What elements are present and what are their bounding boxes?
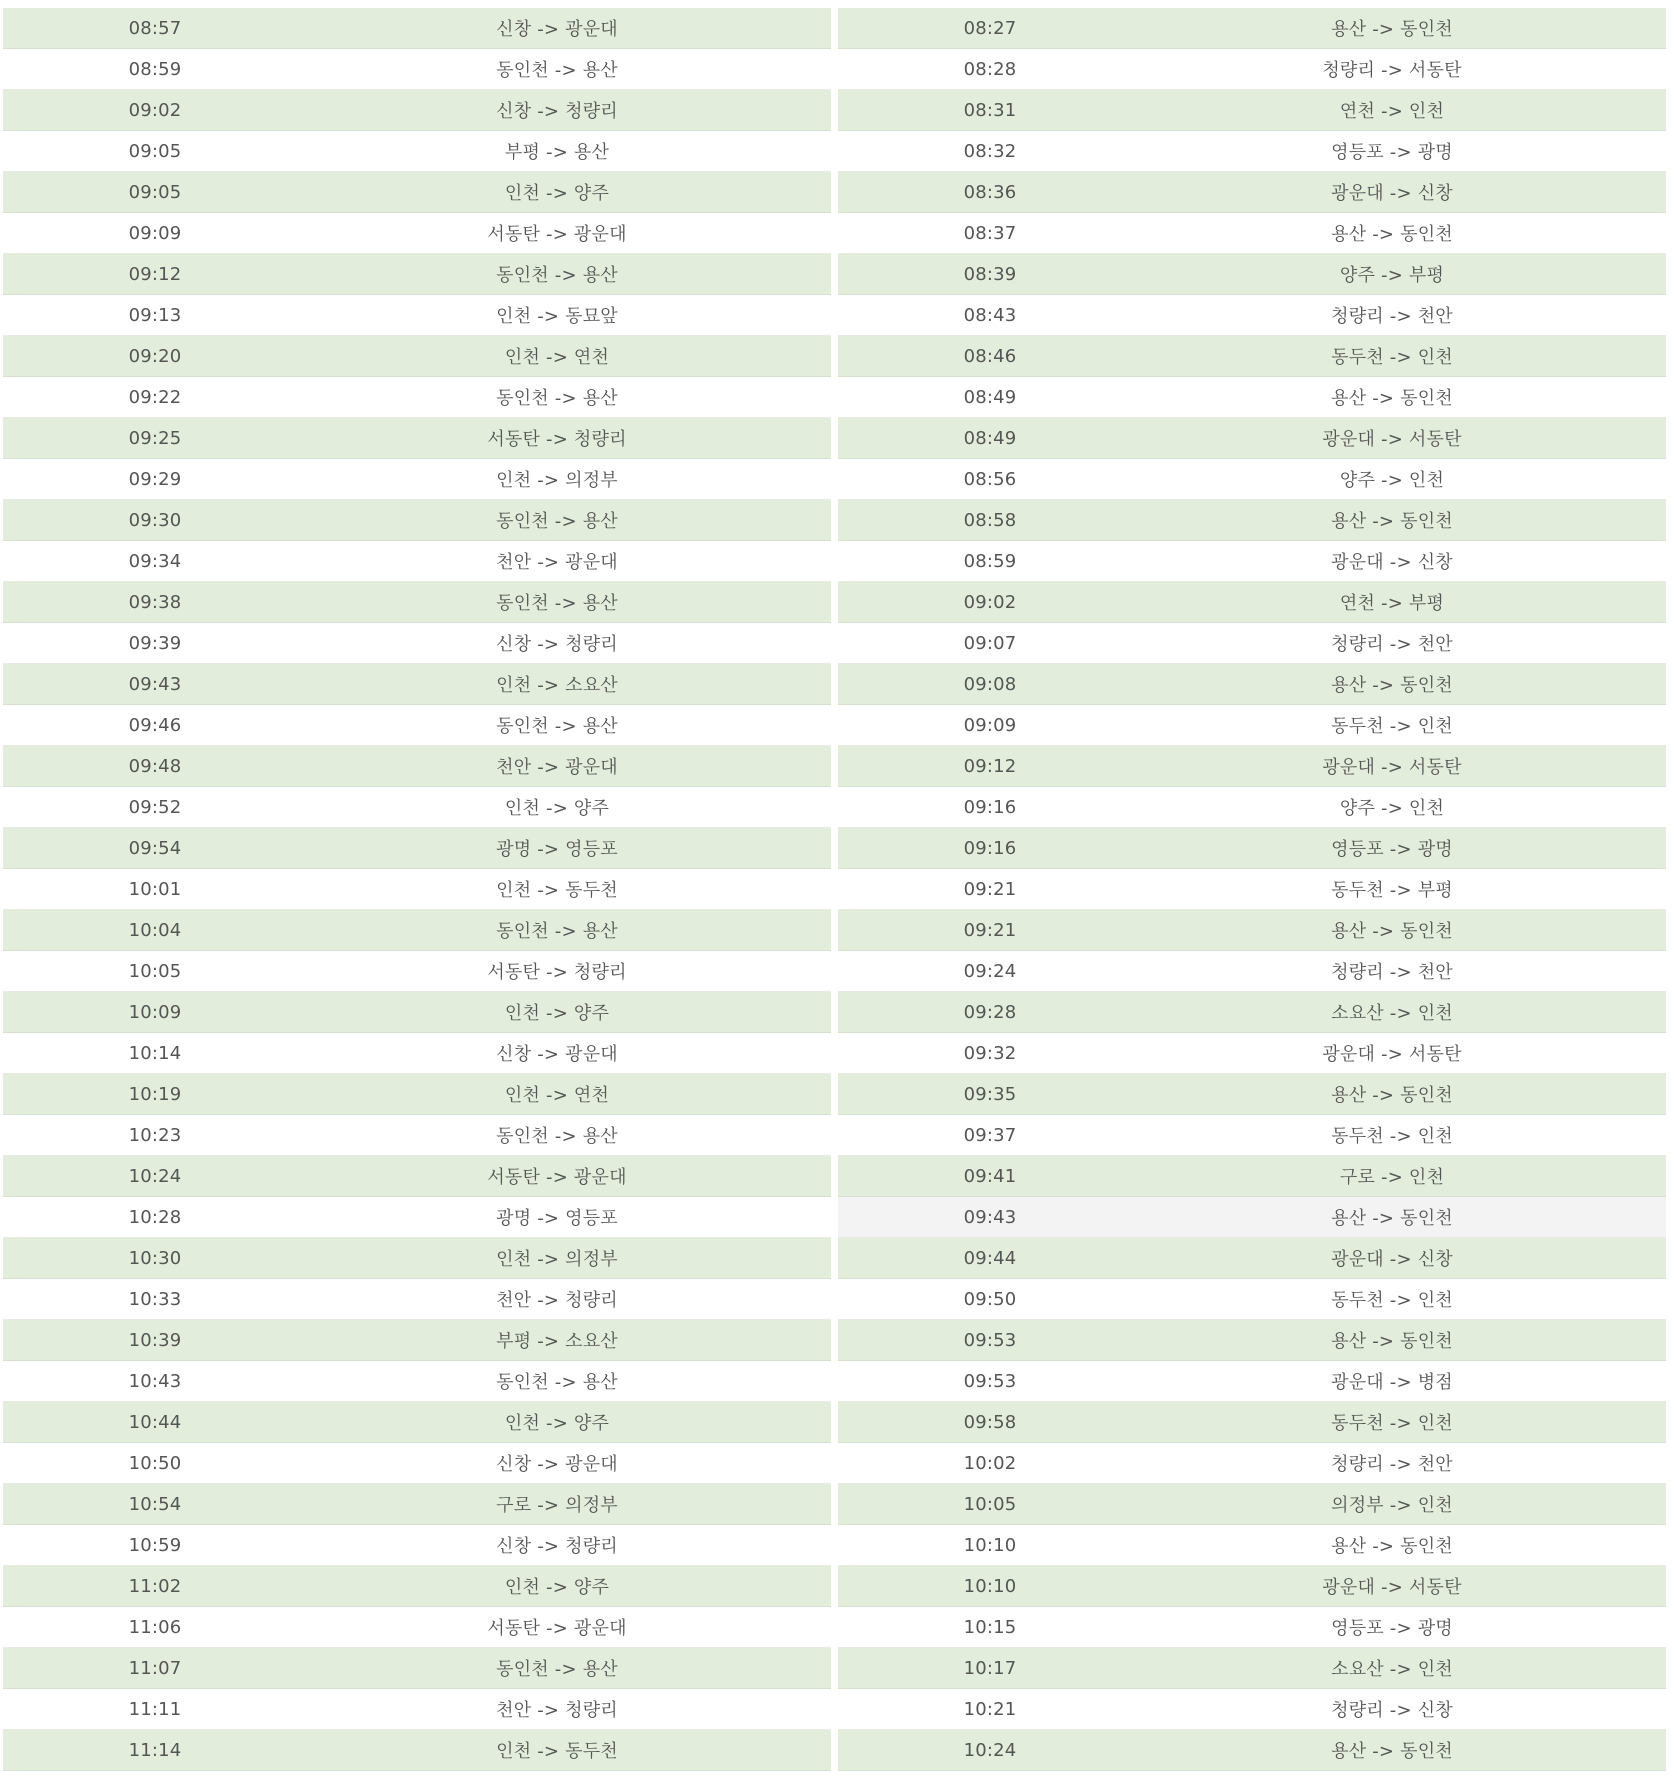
timetable-row-left[interactable] xyxy=(3,1156,831,1197)
timetable-column-left xyxy=(3,8,831,1780)
departure-time: 09:16 xyxy=(963,837,1017,859)
departure-time: 09:54 xyxy=(128,837,182,859)
train-route: 용산 -> 동인천 xyxy=(1331,19,1453,40)
timetable-row-left[interactable] xyxy=(3,90,831,131)
train-route: 용산 -> 동인천 xyxy=(1331,1085,1453,1106)
train-route: 동인천 -> 용산 xyxy=(496,1659,618,1680)
timetable-row-left[interactable] xyxy=(3,1607,831,1648)
timetable-row-right[interactable] xyxy=(838,1279,1666,1320)
departure-time: 09:09 xyxy=(963,714,1017,736)
timetable-row-right[interactable] xyxy=(838,1443,1666,1484)
departure-time: 10:24 xyxy=(963,1739,1017,1761)
departure-time: 10:05 xyxy=(128,960,182,982)
train-route: 구로 -> 인천 xyxy=(1339,1167,1445,1188)
timetable-row-right[interactable] xyxy=(838,1238,1666,1279)
timetable-row-right[interactable] xyxy=(838,500,1666,541)
train-route: 동인천 -> 용산 xyxy=(496,60,618,81)
timetable-row-left[interactable] xyxy=(3,1279,831,1320)
train-route: 연천 -> 인천 xyxy=(1339,101,1445,122)
departure-time: 10:39 xyxy=(128,1329,182,1351)
departure-time: 08:49 xyxy=(963,386,1017,408)
timetable-row-left[interactable] xyxy=(3,828,831,869)
departure-time: 11:02 xyxy=(128,1575,182,1597)
train-route: 용산 -> 동인천 xyxy=(1331,921,1453,942)
train-route: 광명 -> 영등포 xyxy=(496,1208,618,1229)
departure-time: 09:44 xyxy=(963,1247,1017,1269)
timetable-row-right[interactable] xyxy=(838,1607,1666,1648)
departure-time: 08:49 xyxy=(963,427,1017,449)
timetable-row-left[interactable] xyxy=(3,869,831,910)
timetable-row-right[interactable] xyxy=(838,910,1666,951)
train-route: 연천 -> 부평 xyxy=(1339,593,1445,614)
timetable-row-right[interactable] xyxy=(838,951,1666,992)
timetable-row-left[interactable] xyxy=(3,1730,831,1771)
departure-time: 08:56 xyxy=(963,468,1017,490)
departure-time: 10:43 xyxy=(128,1370,182,1392)
train-route: 용산 -> 동인천 xyxy=(1331,1331,1453,1352)
departure-time: 09:32 xyxy=(963,1042,1017,1064)
departure-time: 09:25 xyxy=(128,427,182,449)
timetable-row-left[interactable] xyxy=(3,1689,831,1730)
train-route: 인천 -> 양주 xyxy=(504,1003,610,1024)
train-route: 용산 -> 동인천 xyxy=(1331,511,1453,532)
train-route: 청량리 -> 천안 xyxy=(1331,962,1453,983)
train-route: 동인천 -> 용산 xyxy=(496,716,618,737)
timetable-row-right[interactable] xyxy=(838,787,1666,828)
train-route: 청량리 -> 천안 xyxy=(1331,634,1453,655)
departure-time: 09:21 xyxy=(963,878,1017,900)
departure-time: 08:28 xyxy=(963,58,1017,80)
timetable-row-right[interactable] xyxy=(838,1730,1666,1771)
train-route: 동인천 -> 용산 xyxy=(496,511,618,532)
train-route: 영등포 -> 광명 xyxy=(1331,142,1453,163)
departure-time: 09:50 xyxy=(963,1288,1017,1310)
departure-time: 09:58 xyxy=(963,1411,1017,1433)
train-route: 인천 -> 의정부 xyxy=(496,470,618,491)
departure-time: 08:46 xyxy=(963,345,1017,367)
train-route: 광운대 -> 서동탄 xyxy=(1322,757,1462,778)
train-route: 동두천 -> 인천 xyxy=(1331,1126,1453,1147)
timetable-row-left[interactable] xyxy=(3,8,831,49)
departure-time: 10:09 xyxy=(128,1001,182,1023)
train-route: 동두천 -> 인천 xyxy=(1331,716,1453,737)
departure-time: 09:22 xyxy=(128,386,182,408)
timetable-row-left[interactable] xyxy=(3,500,831,541)
timetable-row-right[interactable] xyxy=(838,295,1666,336)
departure-time: 09:41 xyxy=(963,1165,1017,1187)
timetable-row-right[interactable] xyxy=(838,1402,1666,1443)
departure-time: 09:38 xyxy=(128,591,182,613)
departure-time: 10:44 xyxy=(128,1411,182,1433)
timetable-row-left[interactable] xyxy=(3,541,831,582)
timetable-row-left[interactable] xyxy=(3,746,831,787)
departure-time: 09:30 xyxy=(128,509,182,531)
timetable-row-left[interactable] xyxy=(3,623,831,664)
departure-time: 10:17 xyxy=(963,1657,1017,1679)
timetable-row-right[interactable] xyxy=(838,336,1666,377)
timetable-row-left[interactable] xyxy=(3,1648,831,1689)
departure-time: 09:02 xyxy=(128,99,182,121)
departure-time: 08:59 xyxy=(128,58,182,80)
timetable-row-right[interactable] xyxy=(838,8,1666,49)
departure-time: 10:15 xyxy=(963,1616,1017,1638)
departure-time: 11:07 xyxy=(128,1657,182,1679)
departure-time: 10:23 xyxy=(128,1124,182,1146)
departure-time: 09:05 xyxy=(128,140,182,162)
timetable-row-left[interactable] xyxy=(3,1361,831,1402)
departure-time: 08:39 xyxy=(963,263,1017,285)
departure-time: 09:16 xyxy=(963,796,1017,818)
departure-time: 09:43 xyxy=(128,673,182,695)
timetable-row-left[interactable] xyxy=(3,1197,831,1238)
train-route: 서동탄 -> 광운대 xyxy=(487,1618,627,1639)
train-route: 동두천 -> 인천 xyxy=(1331,1290,1453,1311)
train-route: 인천 -> 연천 xyxy=(504,1085,610,1106)
train-route: 인천 -> 양주 xyxy=(504,798,610,819)
train-route: 동인천 -> 용산 xyxy=(496,593,618,614)
train-route: 광운대 -> 신창 xyxy=(1331,183,1453,204)
departure-time: 09:05 xyxy=(128,181,182,203)
timetable-row-left[interactable] xyxy=(3,1115,831,1156)
timetable-row-left[interactable] xyxy=(3,1320,831,1361)
departure-time: 08:27 xyxy=(963,17,1017,39)
timetable-row-right[interactable] xyxy=(838,254,1666,295)
departure-time: 09:43 xyxy=(963,1206,1017,1228)
train-route: 인천 -> 양주 xyxy=(504,1413,610,1434)
timetable-row-left[interactable] xyxy=(3,1402,831,1443)
train-route: 동두천 -> 인천 xyxy=(1331,347,1453,368)
departure-time: 08:58 xyxy=(963,509,1017,531)
train-route: 부평 -> 용산 xyxy=(504,142,610,163)
train-route: 광운대 -> 병점 xyxy=(1331,1372,1453,1393)
departure-time: 08:36 xyxy=(963,181,1017,203)
timetable-row-left[interactable] xyxy=(3,213,831,254)
train-route: 양주 -> 부평 xyxy=(1339,265,1445,286)
train-route: 부평 -> 소요산 xyxy=(496,1331,618,1352)
departure-time: 09:29 xyxy=(128,468,182,490)
train-route: 용산 -> 동인천 xyxy=(1331,1536,1453,1557)
timetable-row-right[interactable] xyxy=(838,49,1666,90)
timetable-row-right[interactable] xyxy=(838,541,1666,582)
train-route: 인천 -> 양주 xyxy=(504,1577,610,1598)
train-route: 동두천 -> 인천 xyxy=(1331,1413,1453,1434)
timetable-row-right[interactable] xyxy=(838,377,1666,418)
departure-time: 09:13 xyxy=(128,304,182,326)
departure-time: 10:54 xyxy=(128,1493,182,1515)
train-route: 동두천 -> 부평 xyxy=(1331,880,1453,901)
departure-time: 09:53 xyxy=(963,1329,1017,1351)
departure-time: 10:05 xyxy=(963,1493,1017,1515)
departure-time: 09:12 xyxy=(128,263,182,285)
train-route: 신창 -> 청량리 xyxy=(496,1536,618,1557)
departure-time: 10:21 xyxy=(963,1698,1017,1720)
timetable-row-right[interactable] xyxy=(838,172,1666,213)
departure-time: 10:19 xyxy=(128,1083,182,1105)
train-route: 용산 -> 동인천 xyxy=(1331,1741,1453,1762)
departure-time: 09:37 xyxy=(963,1124,1017,1146)
departure-time: 09:39 xyxy=(128,632,182,654)
train-route: 서동탄 -> 청량리 xyxy=(487,962,627,983)
timetable-row-right[interactable] xyxy=(838,869,1666,910)
train-route: 용산 -> 동인천 xyxy=(1331,388,1453,409)
departure-time: 09:07 xyxy=(963,632,1017,654)
timetable-row-left[interactable] xyxy=(3,1566,831,1607)
timetable-row-left[interactable] xyxy=(3,172,831,213)
timetable-row-left[interactable] xyxy=(3,1033,831,1074)
timetable-row-left[interactable] xyxy=(3,787,831,828)
departure-time: 08:37 xyxy=(963,222,1017,244)
timetable-row-right[interactable] xyxy=(838,1484,1666,1525)
train-route: 영등포 -> 광명 xyxy=(1331,1618,1453,1639)
timetable-row-left[interactable] xyxy=(3,49,831,90)
departure-time: 09:53 xyxy=(963,1370,1017,1392)
train-route: 동인천 -> 용산 xyxy=(496,1372,618,1393)
timetable-row-right[interactable] xyxy=(838,418,1666,459)
train-route: 인천 -> 동두천 xyxy=(496,1741,618,1762)
timetable-column-right xyxy=(838,8,1666,1780)
departure-time: 10:30 xyxy=(128,1247,182,1269)
train-route: 신창 -> 청량리 xyxy=(496,101,618,122)
departure-time: 10:10 xyxy=(963,1534,1017,1556)
train-route: 천안 -> 광운대 xyxy=(496,552,618,573)
timetable-row-left[interactable] xyxy=(3,377,831,418)
timetable-row-right[interactable] xyxy=(838,1361,1666,1402)
departure-time: 10:01 xyxy=(128,878,182,900)
departure-time: 09:21 xyxy=(963,919,1017,941)
train-route: 신창 -> 청량리 xyxy=(496,634,618,655)
departure-time: 10:28 xyxy=(128,1206,182,1228)
timetable-row-left[interactable] xyxy=(3,1484,831,1525)
timetable-row-right[interactable] xyxy=(838,992,1666,1033)
departure-time: 09:46 xyxy=(128,714,182,736)
timetable-row-left[interactable] xyxy=(3,459,831,500)
timetable-row-left[interactable] xyxy=(3,910,831,951)
train-route: 인천 -> 양주 xyxy=(504,183,610,204)
timetable-row-right[interactable] xyxy=(838,582,1666,623)
departure-time: 09:34 xyxy=(128,550,182,572)
train-route: 신창 -> 광운대 xyxy=(496,1454,618,1475)
timetable-row-right[interactable] xyxy=(838,746,1666,787)
timetable-row-right[interactable] xyxy=(838,1033,1666,1074)
departure-time: 10:59 xyxy=(128,1534,182,1556)
departure-time: 11:06 xyxy=(128,1616,182,1638)
departure-time: 08:57 xyxy=(128,17,182,39)
timetable-row-left[interactable] xyxy=(3,1074,831,1115)
train-route: 양주 -> 인천 xyxy=(1339,470,1445,491)
timetable-row-left[interactable] xyxy=(3,336,831,377)
timetable-row-left[interactable] xyxy=(3,131,831,172)
timetable-row-left[interactable] xyxy=(3,705,831,746)
train-route: 신창 -> 광운대 xyxy=(496,19,618,40)
train-route: 서동탄 -> 광운대 xyxy=(487,1167,627,1188)
train-route: 신창 -> 광운대 xyxy=(496,1044,618,1065)
timetable-row-right[interactable] xyxy=(838,705,1666,746)
train-route: 청량리 -> 신창 xyxy=(1331,1700,1453,1721)
timetable-row-right[interactable] xyxy=(838,1115,1666,1156)
departure-time: 10:24 xyxy=(128,1165,182,1187)
train-route: 천안 -> 청량리 xyxy=(496,1290,618,1311)
timetable-row-right[interactable] xyxy=(838,1197,1666,1238)
timetable-row-left[interactable] xyxy=(3,254,831,295)
train-route: 청량리 -> 천안 xyxy=(1331,306,1453,327)
train-route: 동인천 -> 용산 xyxy=(496,1126,618,1147)
train-route: 인천 -> 동두천 xyxy=(496,880,618,901)
timetable-row-right[interactable] xyxy=(838,1156,1666,1197)
timetable-row-left[interactable] xyxy=(3,295,831,336)
timetable-row-right[interactable] xyxy=(838,1566,1666,1607)
train-route: 광운대 -> 서동탄 xyxy=(1322,1577,1462,1598)
train-route: 동인천 -> 용산 xyxy=(496,388,618,409)
departure-time: 10:14 xyxy=(128,1042,182,1064)
departure-time: 08:43 xyxy=(963,304,1017,326)
train-route: 동인천 -> 용산 xyxy=(496,921,618,942)
departure-time: 09:48 xyxy=(128,755,182,777)
train-route: 인천 -> 동묘앞 xyxy=(496,306,618,327)
timetable-row-left[interactable] xyxy=(3,1443,831,1484)
train-route: 인천 -> 연천 xyxy=(504,347,610,368)
departure-time: 09:52 xyxy=(128,796,182,818)
timetable-row-left[interactable] xyxy=(3,1525,831,1566)
timetable-row-left[interactable] xyxy=(3,951,831,992)
timetable-row-right[interactable] xyxy=(838,828,1666,869)
departure-time: 10:02 xyxy=(963,1452,1017,1474)
train-route: 광운대 -> 서동탄 xyxy=(1322,1044,1462,1065)
train-route: 청량리 -> 서동탄 xyxy=(1322,60,1462,81)
departure-time: 09:24 xyxy=(963,960,1017,982)
timetable-row-left[interactable] xyxy=(3,992,831,1033)
departure-time: 10:04 xyxy=(128,919,182,941)
train-route: 의정부 -> 인천 xyxy=(1331,1495,1453,1516)
train-route: 광운대 -> 신창 xyxy=(1331,1249,1453,1270)
train-route: 양주 -> 인천 xyxy=(1339,798,1445,819)
train-route: 광명 -> 영등포 xyxy=(496,839,618,860)
train-route: 소요산 -> 인천 xyxy=(1331,1659,1453,1680)
departure-time: 09:35 xyxy=(963,1083,1017,1105)
train-route: 구로 -> 의정부 xyxy=(496,1495,618,1516)
timetable-row-left[interactable] xyxy=(3,664,831,705)
timetable-row-right[interactable] xyxy=(838,459,1666,500)
departure-time: 09:12 xyxy=(963,755,1017,777)
train-route: 천안 -> 광운대 xyxy=(496,757,618,778)
train-route: 천안 -> 청량리 xyxy=(496,1700,618,1721)
departure-time: 10:33 xyxy=(128,1288,182,1310)
timetable-row-right[interactable] xyxy=(838,131,1666,172)
train-route: 용산 -> 동인천 xyxy=(1331,224,1453,245)
timetable-row-right[interactable] xyxy=(838,1525,1666,1566)
train-route: 용산 -> 동인천 xyxy=(1331,675,1453,696)
timetable-row-right[interactable] xyxy=(838,90,1666,131)
train-route: 소요산 -> 인천 xyxy=(1331,1003,1453,1024)
departure-time: 09:28 xyxy=(963,1001,1017,1023)
train-route: 광운대 -> 신창 xyxy=(1331,552,1453,573)
timetable-row-right[interactable] xyxy=(838,1320,1666,1361)
timetable-row-right[interactable] xyxy=(838,1074,1666,1115)
departure-time: 10:50 xyxy=(128,1452,182,1474)
departure-time: 09:02 xyxy=(963,591,1017,613)
timetable-row-left[interactable] xyxy=(3,1238,831,1279)
train-route: 용산 -> 동인천 xyxy=(1331,1208,1453,1229)
train-route: 인천 -> 의정부 xyxy=(496,1249,618,1270)
timetable-row-right[interactable] xyxy=(838,1689,1666,1730)
departure-time: 11:14 xyxy=(128,1739,182,1761)
timetable-row-left[interactable] xyxy=(3,582,831,623)
timetable-row-left[interactable] xyxy=(3,418,831,459)
train-route: 영등포 -> 광명 xyxy=(1331,839,1453,860)
departure-time: 09:20 xyxy=(128,345,182,367)
departure-time: 09:08 xyxy=(963,673,1017,695)
timetable-row-right[interactable] xyxy=(838,623,1666,664)
train-route: 청량리 -> 천안 xyxy=(1331,1454,1453,1475)
train-route: 인천 -> 소요산 xyxy=(496,675,618,696)
timetable-row-right[interactable] xyxy=(838,664,1666,705)
timetable-row-right[interactable] xyxy=(838,1648,1666,1689)
departure-time: 08:32 xyxy=(963,140,1017,162)
train-route: 서동탄 -> 광운대 xyxy=(487,224,627,245)
departure-time: 10:10 xyxy=(963,1575,1017,1597)
train-route: 서동탄 -> 청량리 xyxy=(487,429,627,450)
departure-time: 09:09 xyxy=(128,222,182,244)
departure-time: 08:31 xyxy=(963,99,1017,121)
train-route: 광운대 -> 서동탄 xyxy=(1322,429,1462,450)
timetable-row-right[interactable] xyxy=(838,213,1666,254)
train-route: 동인천 -> 용산 xyxy=(496,265,618,286)
departure-time: 11:11 xyxy=(128,1698,182,1720)
departure-time: 08:59 xyxy=(963,550,1017,572)
